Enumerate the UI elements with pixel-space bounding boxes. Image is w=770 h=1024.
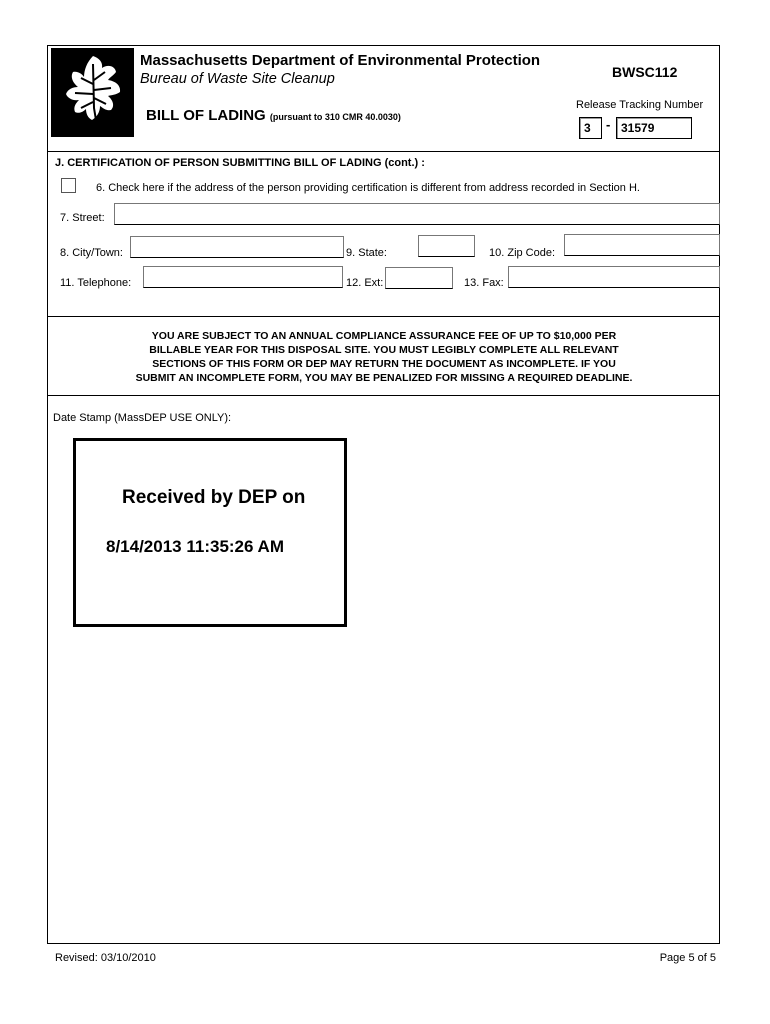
notice-line-1: YOU ARE SUBJECT TO AN ANNUAL COMPLIANCE ASSURANCE FEE OF UP TO $10,000 PER [151,330,617,342]
address-different-checkbox[interactable] [61,178,76,193]
ext-label: 12. Ext: [346,277,384,289]
agency-name: Massachusetts Department of Environmental Protection [140,52,541,69]
tracking-number-field[interactable]: 31579 [616,117,692,139]
header-divider [47,151,720,152]
telephone-input[interactable] [143,266,343,288]
notice-divider [47,395,720,396]
oak-leaf-logo [51,48,134,137]
section-j-title: J. CERTIFICATION OF PERSON SUBMITTING BILL OF LADING (cont.) : [55,157,425,169]
tracking-region-field[interactable]: 3 [579,117,602,139]
form-title-sub: (pursuant to 310 CMR 40.0030) [269,112,401,122]
oak-leaf-icon [53,50,132,135]
form-title [146,107,401,124]
form-title-text: BILL OF LADING [146,107,266,124]
state-input[interactable] [418,235,475,257]
item6-label: 6. Check here if the address of the person providing certification is different from address recorded in Section H. [96,182,640,194]
page-number: Page 5 of 5 [659,952,716,964]
city-input[interactable] [130,236,344,258]
fax-input[interactable] [508,266,720,288]
form-code: BWSC112 [612,64,678,80]
zip-input[interactable] [564,234,720,256]
date-stamp-label: Date Stamp (MassDEP USE ONLY): [53,412,232,424]
state-label: 9. State: [346,247,387,259]
bureau-name: Bureau of Waste Site Cleanup [140,71,335,87]
notice-line-3: SECTIONS OF THIS FORM OR DEP MAY RETURN THE DOCUMENT AS INCOMPLETE. IF YOU [152,358,616,370]
ext-input[interactable] [385,267,453,289]
city-label: 8. City/Town: [60,247,123,259]
notice-line-4: SUBMIT AN INCOMPLETE FORM, YOU MAY BE PENALIZED FOR MISSING A REQUIRED DEADLINE. [135,372,633,384]
date-stamp-box [73,438,347,627]
tracking-dash: - [606,117,611,132]
telephone-label: 11. Telephone: [60,277,132,289]
compliance-notice [60,329,708,385]
street-label: 7. Street: [60,212,105,224]
notice-line-2: BILLABLE YEAR FOR THIS DISPOSAL SITE. YOU MUST LEGIBLY COMPLETE ALL RELEVANT [149,344,619,356]
zip-label: 10. Zip Code: [489,247,556,259]
street-input[interactable] [114,203,720,225]
stamp-datetime: 8/14/2013 11:35:26 AM [106,537,284,556]
revised-date: Revised: 03/10/2010 [55,952,156,964]
stamp-received-text: Received by DEP on [122,487,306,508]
tracking-label: Release Tracking Number [576,99,704,111]
fax-label: 13. Fax: [464,277,504,289]
section-j-divider [47,316,720,317]
